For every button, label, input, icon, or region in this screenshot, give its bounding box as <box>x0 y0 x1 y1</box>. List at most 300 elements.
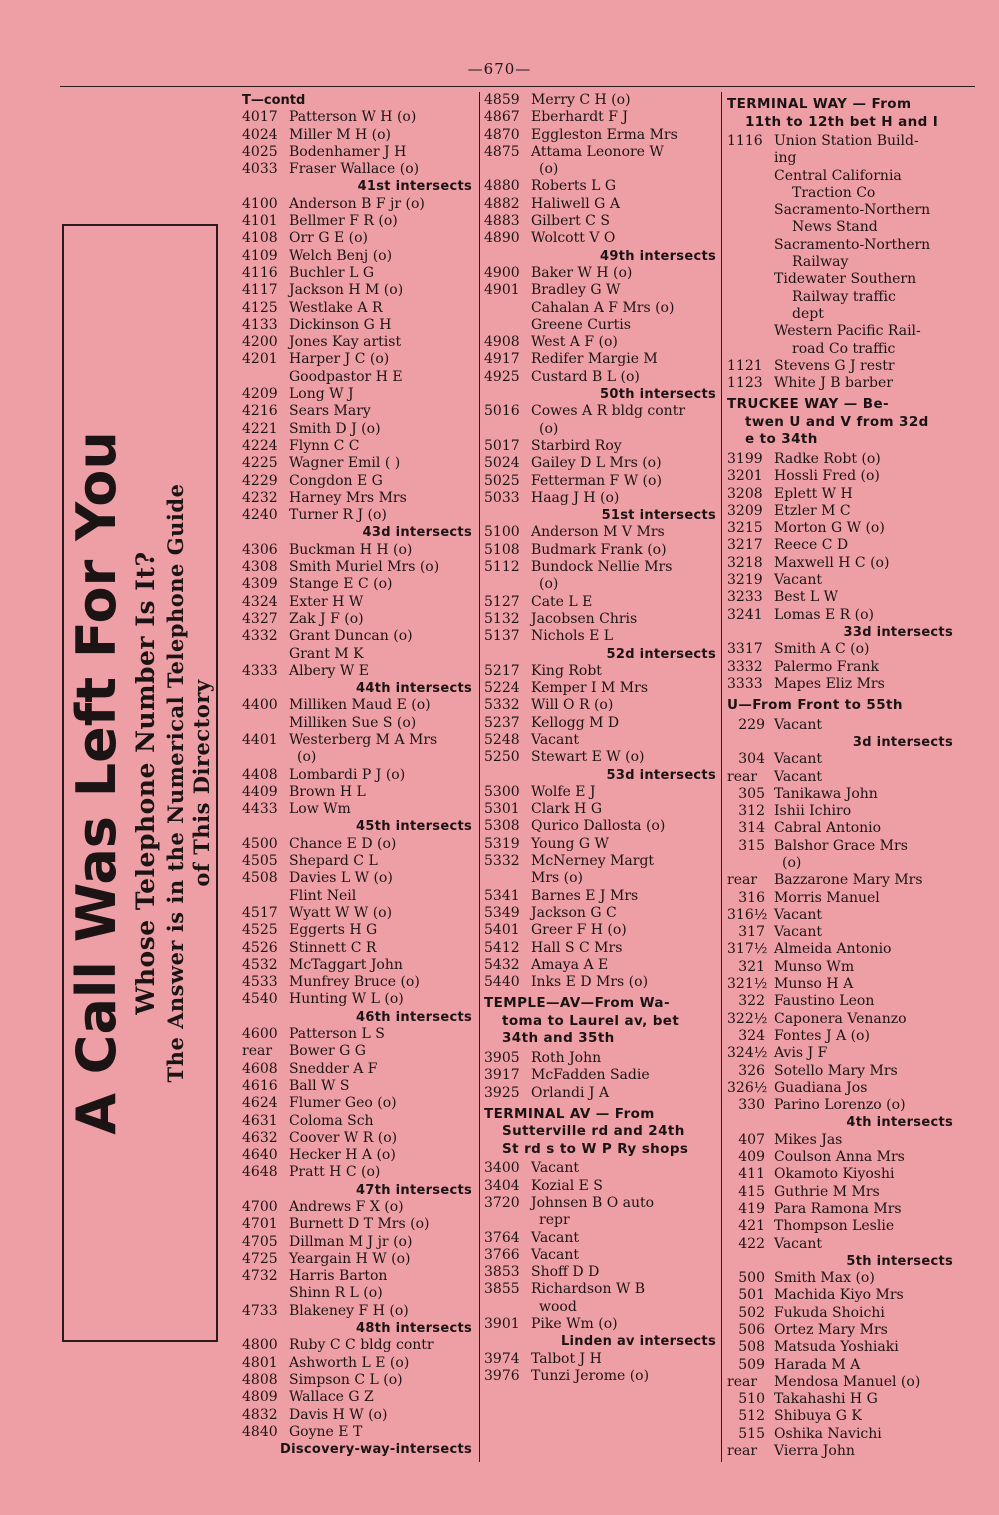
resident-name: Richardson W B <box>531 1281 646 1298</box>
house-number: 4732 <box>242 1268 278 1285</box>
street-heading-line: toma to Laurel av, bet <box>502 1012 680 1029</box>
house-number: 5332 <box>484 697 520 714</box>
directory-entry <box>242 213 476 230</box>
directory-entry <box>484 749 720 766</box>
house-number: 4640 <box>242 1147 278 1164</box>
entry-continuation: Grant M K <box>289 645 364 662</box>
directory-entry <box>727 451 957 468</box>
resident-name: Shepard C L <box>289 853 378 870</box>
resident-name: Goyne E T <box>289 1423 363 1440</box>
directory-entry <box>484 732 720 749</box>
resident-name: Haag J H (o) <box>531 489 620 506</box>
directory-entry <box>242 421 476 438</box>
house-number: 4408 <box>242 766 278 783</box>
directory-entry <box>727 769 957 786</box>
directory-entry <box>484 109 720 126</box>
house-number: 4306 <box>242 541 278 558</box>
directory-entry <box>242 351 476 368</box>
entry-continuation: repr <box>539 1212 570 1229</box>
resident-name: Cowes A R bldg contr <box>531 403 686 420</box>
directory-entry <box>242 1303 476 1320</box>
resident-name: Lombardi P J (o) <box>289 766 406 783</box>
directory-entry <box>727 803 957 820</box>
directory-entry <box>727 907 957 924</box>
street-heading <box>484 1106 720 1159</box>
directory-entry <box>484 1368 720 1385</box>
house-number: 3404 <box>484 1177 520 1194</box>
house-number: 4705 <box>242 1233 278 1250</box>
directory-entry <box>242 1407 476 1424</box>
house-number: 316½ <box>727 906 768 923</box>
directory-entry <box>727 1201 957 1218</box>
resident-name: Radke Robt (o) <box>774 450 881 467</box>
street-heading <box>727 396 957 449</box>
directory-entry <box>727 941 957 958</box>
house-number: 4725 <box>242 1250 278 1267</box>
resident-name: Takahashi H G <box>774 1391 878 1408</box>
house-number: 5300 <box>484 783 520 800</box>
directory-entry <box>242 473 476 490</box>
house-number: 4500 <box>242 835 278 852</box>
directory-entry <box>242 1147 476 1164</box>
house-number: 5016 <box>484 403 520 420</box>
resident-name: Morris Manuel <box>774 889 880 906</box>
street-heading <box>727 96 957 131</box>
house-number: 4232 <box>242 489 278 506</box>
house-number: 5341 <box>484 887 520 904</box>
directory-entry <box>242 196 476 213</box>
house-number: 4517 <box>242 904 278 921</box>
directory-entry <box>727 1426 957 1443</box>
directory-column-3 <box>727 92 957 1460</box>
directory-entry <box>242 611 476 628</box>
directory-entry <box>242 559 476 576</box>
resident-name: Long W J <box>289 386 354 403</box>
house-number: 317½ <box>727 941 768 958</box>
resident-name: Blakeney F H (o) <box>289 1302 409 1319</box>
resident-name: West A F (o) <box>531 334 618 351</box>
resident-name: Vacant <box>774 572 823 589</box>
resident-name: Avis J F <box>774 1045 828 1062</box>
house-number: 3218 <box>727 554 763 571</box>
house-number: 4700 <box>242 1199 278 1215</box>
house-number: 3332 <box>727 658 763 675</box>
intersection-heading: 53d intersects <box>606 767 716 783</box>
house-number: 4224 <box>242 437 278 454</box>
directory-entry <box>484 369 720 386</box>
house-number: 5025 <box>484 472 520 489</box>
house-number: rear <box>727 1373 758 1390</box>
directory-entry <box>484 611 720 628</box>
directory-entry <box>242 1251 476 1268</box>
resident-name: Miller M H (o) <box>289 126 391 143</box>
resident-name: Ruby C C bldg contr <box>289 1337 434 1354</box>
house-number: 317 <box>738 924 765 941</box>
directory-entry <box>484 213 720 230</box>
house-number: 4100 <box>242 195 278 212</box>
house-number: 305 <box>738 785 765 802</box>
resident-name: Dickinson G H <box>289 316 392 333</box>
house-number: 4883 <box>484 213 520 230</box>
house-number: 501 <box>738 1287 765 1304</box>
resident-name: Wolcott V O <box>531 230 616 247</box>
directory-entry <box>242 144 476 161</box>
intersection-heading: 4th intersects <box>846 1115 953 1131</box>
intersection-heading: Linden av intersects <box>560 1334 716 1350</box>
house-number: 411 <box>738 1166 765 1183</box>
directory-entry <box>484 697 720 714</box>
house-number: 4333 <box>242 662 278 679</box>
house-number: 5332 <box>484 853 520 870</box>
resident-name: Stevens G J restr <box>774 357 895 374</box>
house-number: 4870 <box>484 126 520 143</box>
house-number: 500 <box>738 1270 765 1287</box>
resident-name: Munso Wm <box>774 958 855 975</box>
directory-entry <box>727 959 957 976</box>
house-number: 502 <box>738 1304 765 1321</box>
house-number: 4631 <box>242 1112 278 1129</box>
resident-name: Shoff D D <box>531 1264 600 1281</box>
intersection-heading: 33d intersects <box>843 624 953 640</box>
resident-name: Simpson C L (o) <box>289 1371 403 1388</box>
house-number: 4033 <box>242 161 278 178</box>
entry-continuation: Flint Neil <box>289 887 357 904</box>
house-number: 3720 <box>484 1194 520 1211</box>
house-number: 4701 <box>242 1216 278 1233</box>
street-heading-line: 34th and 35th <box>502 1030 615 1047</box>
intersection-heading: 49th intersects <box>600 248 716 264</box>
directory-entry <box>727 1270 957 1287</box>
intersection-heading: 52d intersects <box>606 646 716 662</box>
directory-entry <box>242 628 476 645</box>
resident-name: Eggerts H G <box>289 922 378 939</box>
directory-entry <box>484 455 720 472</box>
resident-name: Yeargain H W (o) <box>289 1250 411 1267</box>
house-number: 4505 <box>242 853 278 870</box>
entry-continuation: Traction Co <box>792 184 876 201</box>
resident-name: Dillman M J jr (o) <box>289 1233 413 1250</box>
directory-entry <box>727 1391 957 1408</box>
resident-name: Vacant <box>531 1229 580 1246</box>
resident-name: Sears Mary <box>289 403 371 420</box>
entry-continuation: dept <box>792 305 824 322</box>
directory-entry <box>242 109 476 126</box>
directory-entry <box>727 572 957 589</box>
intersection-heading: 50th intersects <box>600 387 716 403</box>
house-number: 5248 <box>484 731 520 748</box>
house-number: 508 <box>738 1339 765 1356</box>
house-number: 4025 <box>242 143 278 160</box>
house-number: 316 <box>738 889 765 906</box>
resident-name: Clark H G <box>531 801 603 818</box>
resident-name: Wagner Emil ( ) <box>289 455 401 472</box>
directory-entry <box>242 836 476 853</box>
directory-entry <box>242 248 476 265</box>
street-heading-line: TERMINAL AV — From <box>484 1105 655 1122</box>
directory-entry <box>484 1351 720 1368</box>
resident-name: Wolfe E J <box>531 783 596 800</box>
house-number: 321½ <box>727 976 768 993</box>
resident-name: Orr G E (o) <box>289 230 368 247</box>
directory-entry <box>484 715 720 732</box>
top-rule <box>60 86 975 87</box>
entry-continuation: ing <box>774 150 797 167</box>
house-number: 4400 <box>242 697 278 714</box>
house-number: 3199 <box>727 450 763 467</box>
directory-entry <box>484 403 720 420</box>
resident-name: Vacant <box>774 924 823 941</box>
house-number: 314 <box>738 820 765 837</box>
resident-name: Munso H A <box>774 976 854 993</box>
resident-name: Burnett D T Mrs (o) <box>289 1216 430 1233</box>
house-number: 4229 <box>242 472 278 489</box>
resident-name: Amaya A E <box>531 956 609 973</box>
entry-continuation: Tidewater Southern <box>774 271 917 288</box>
directory-entry <box>242 127 476 144</box>
house-number: 4600 <box>242 1026 278 1043</box>
house-number: 4433 <box>242 801 278 818</box>
directory-entry <box>484 853 720 870</box>
house-number: 4808 <box>242 1371 278 1388</box>
column-divider-2 <box>721 92 722 1462</box>
house-number: 5237 <box>484 714 520 731</box>
directory-entry <box>727 1443 957 1460</box>
directory-entry <box>727 375 957 392</box>
directory-entry <box>727 717 957 734</box>
resident-name: Maxwell H C (o) <box>774 554 890 571</box>
directory-entry <box>242 1061 476 1078</box>
resident-name: Custard B L (o) <box>531 368 640 385</box>
directory-entry <box>242 1164 476 1181</box>
resident-name: Vacant <box>531 1246 580 1263</box>
house-number: 506 <box>738 1322 765 1338</box>
resident-name: Ortez Mary Mrs <box>774 1322 888 1338</box>
house-number: 4608 <box>242 1060 278 1077</box>
resident-name: Sotello Mary Mrs <box>774 1062 898 1079</box>
resident-name: Exter H W <box>289 593 364 610</box>
resident-name: Stange E C (o) <box>289 576 393 593</box>
directory-entry <box>242 870 476 887</box>
house-number: 5100 <box>484 524 520 541</box>
directory-entry <box>484 663 720 680</box>
directory-entry <box>727 1149 957 1166</box>
directory-entry <box>242 403 476 420</box>
directory-entry <box>242 1199 476 1216</box>
house-number: 510 <box>738 1391 765 1408</box>
resident-name: Greer F H (o) <box>531 922 627 939</box>
house-number: 3901 <box>484 1316 520 1332</box>
resident-name: Wyatt W W (o) <box>289 904 393 921</box>
resident-name: King Robt <box>531 662 602 679</box>
house-number: rear <box>727 1443 758 1460</box>
entry-continuation: (o) <box>782 854 802 871</box>
resident-name: Turner R J (o) <box>289 507 387 524</box>
house-number: 1121 <box>727 357 763 374</box>
house-number: 3217 <box>727 537 763 554</box>
resident-name: Jacobsen Chris <box>531 610 638 627</box>
street-heading-line: TRUCKEE WAY — Be- <box>727 396 890 413</box>
resident-name: Cabral Antonio <box>774 820 882 837</box>
resident-name: Eggleston Erma Mrs <box>531 126 678 143</box>
resident-name: Morton G W (o) <box>774 520 885 537</box>
house-number: 4900 <box>484 264 520 281</box>
directory-entry <box>484 974 720 991</box>
resident-name: Patterson L S <box>289 1026 385 1043</box>
entry-continuation: (o) <box>297 749 317 766</box>
house-number: 4332 <box>242 628 278 645</box>
resident-name: Albery W E <box>289 662 369 679</box>
directory-entry <box>484 438 720 455</box>
house-number: 4875 <box>484 143 520 160</box>
house-number: 322 <box>738 993 765 1010</box>
house-number: 5250 <box>484 749 520 766</box>
house-number: 4101 <box>242 213 278 230</box>
directory-entry <box>727 1218 957 1235</box>
directory-entry <box>727 133 957 150</box>
directory-entry <box>484 1160 720 1177</box>
entry-continuation: Railway traffic <box>792 288 896 305</box>
house-number: 315 <box>738 837 765 854</box>
directory-entry <box>242 784 476 801</box>
directory-entry <box>727 1097 957 1114</box>
resident-name: Low Wm <box>289 801 351 818</box>
resident-name: Buchler L G <box>289 264 374 281</box>
house-number: 5401 <box>484 922 520 939</box>
entry-continuation: Western Pacific Rail- <box>774 323 921 340</box>
sidebar-ad-text <box>65 243 215 1323</box>
intersection-heading: 41st intersects <box>357 179 472 195</box>
house-number: 5217 <box>484 662 520 679</box>
resident-name: Zak J F (o) <box>289 610 364 627</box>
resident-name: Harris Barton <box>289 1268 388 1285</box>
house-number: 4648 <box>242 1164 278 1181</box>
house-number: 419 <box>738 1200 765 1217</box>
resident-name: Kozial E S <box>531 1177 603 1194</box>
directory-entry <box>727 751 957 768</box>
house-number: 3201 <box>727 468 763 485</box>
house-number: 4890 <box>484 230 520 247</box>
directory-entry <box>727 520 957 537</box>
directory-entry <box>484 1264 720 1281</box>
house-number: 409 <box>738 1149 765 1166</box>
resident-name: Palermo Frank <box>774 658 879 675</box>
directory-entry <box>242 576 476 593</box>
directory-entry <box>242 697 476 714</box>
page-number: —670— <box>467 60 532 78</box>
house-number: 512 <box>738 1408 765 1425</box>
directory-entry <box>242 455 476 472</box>
house-number: 4327 <box>242 610 278 627</box>
house-number: 4125 <box>242 299 278 316</box>
resident-name: Mikes Jas <box>774 1131 843 1148</box>
resident-name: Almeida Antonio <box>774 941 892 958</box>
resident-name: Bodenhamer J H <box>289 143 407 160</box>
directory-entry <box>727 993 957 1010</box>
directory-entry <box>727 1339 957 1356</box>
entry-continuation: Central California <box>774 167 902 184</box>
resident-name: Para Ramona Mrs <box>774 1200 902 1217</box>
resident-name: Wallace G Z <box>289 1389 374 1406</box>
directory-entry <box>242 1113 476 1130</box>
directory-entry <box>484 1247 720 1264</box>
house-number: 4882 <box>484 195 520 212</box>
house-number: 4632 <box>242 1129 278 1146</box>
street-heading-line: twen U and V from 32d <box>745 413 929 430</box>
resident-name: Guadiana Jos <box>774 1079 868 1096</box>
resident-name: Gailey D L Mrs (o) <box>531 455 662 472</box>
entry-continuation: Sacramento-Northern <box>774 202 931 219</box>
house-number: 4532 <box>242 956 278 973</box>
directory-entry <box>242 300 476 317</box>
entry-continuation: (o) <box>539 576 559 593</box>
directory-column-1 <box>242 92 476 1458</box>
house-number: 4409 <box>242 783 278 800</box>
house-number: 5440 <box>484 974 520 991</box>
street-heading-line: TERMINAL WAY — From <box>727 96 912 112</box>
ad-line-4: of This Directory <box>189 679 214 887</box>
resident-name: Bellmer F R (o) <box>289 213 398 230</box>
directory-entry <box>484 818 720 835</box>
resident-name: Etzler M C <box>774 502 851 519</box>
house-number: 5308 <box>484 818 520 835</box>
resident-name: Vacant <box>531 1160 580 1177</box>
resident-name: Ashworth L E (o) <box>289 1354 410 1371</box>
house-number: 4216 <box>242 403 278 420</box>
directory-entry <box>242 265 476 282</box>
resident-name: Shibuya G K <box>774 1408 862 1425</box>
directory-entry <box>484 178 720 195</box>
house-number: 4508 <box>242 870 278 887</box>
resident-name: Nichols E L <box>531 628 614 645</box>
entry-continuation: Milliken Sue S (o) <box>289 714 417 731</box>
resident-name: Smith Muriel Mrs (o) <box>289 559 440 576</box>
directory-entry <box>242 1268 476 1285</box>
resident-name: Vacant <box>774 906 823 923</box>
directory-entry <box>242 230 476 247</box>
house-number: 4809 <box>242 1389 278 1406</box>
resident-name: Snedder A F <box>289 1060 378 1077</box>
resident-name: Milliken Maud E (o) <box>289 697 431 714</box>
resident-name: Eberhardt F J <box>531 109 629 126</box>
intersection-heading: 43d intersects <box>362 525 472 541</box>
house-number: 509 <box>738 1356 765 1373</box>
house-number: 4201 <box>242 351 278 368</box>
house-number: 4017 <box>242 109 278 126</box>
directory-entry <box>242 1372 476 1389</box>
resident-name: Congdon E G <box>289 472 383 489</box>
resident-name: Ball W S <box>289 1077 350 1094</box>
directory-entry <box>242 1130 476 1147</box>
resident-name: Guthrie M Mrs <box>774 1183 880 1200</box>
house-number: 4901 <box>484 282 520 299</box>
house-number: 4800 <box>242 1337 278 1354</box>
resident-name: Buckman H H (o) <box>289 541 413 558</box>
house-number: 5024 <box>484 455 520 472</box>
entry-continuation: Mrs (o) <box>531 870 584 887</box>
house-number: 407 <box>738 1131 765 1148</box>
entry-continuation: Shinn R L (o) <box>289 1285 383 1302</box>
directory-entry <box>484 594 720 611</box>
resident-name: Harney Mrs Mrs <box>289 489 407 506</box>
directory-entry <box>242 1078 476 1095</box>
resident-name: Brown H L <box>289 783 366 800</box>
directory-entry <box>242 991 476 1008</box>
resident-name: Vacant <box>774 1235 823 1252</box>
resident-name: Baker W H (o) <box>531 264 633 281</box>
resident-name: Mendosa Manuel (o) <box>774 1373 921 1390</box>
resident-name: Lomas E R (o) <box>774 606 874 623</box>
house-number: 5319 <box>484 835 520 852</box>
